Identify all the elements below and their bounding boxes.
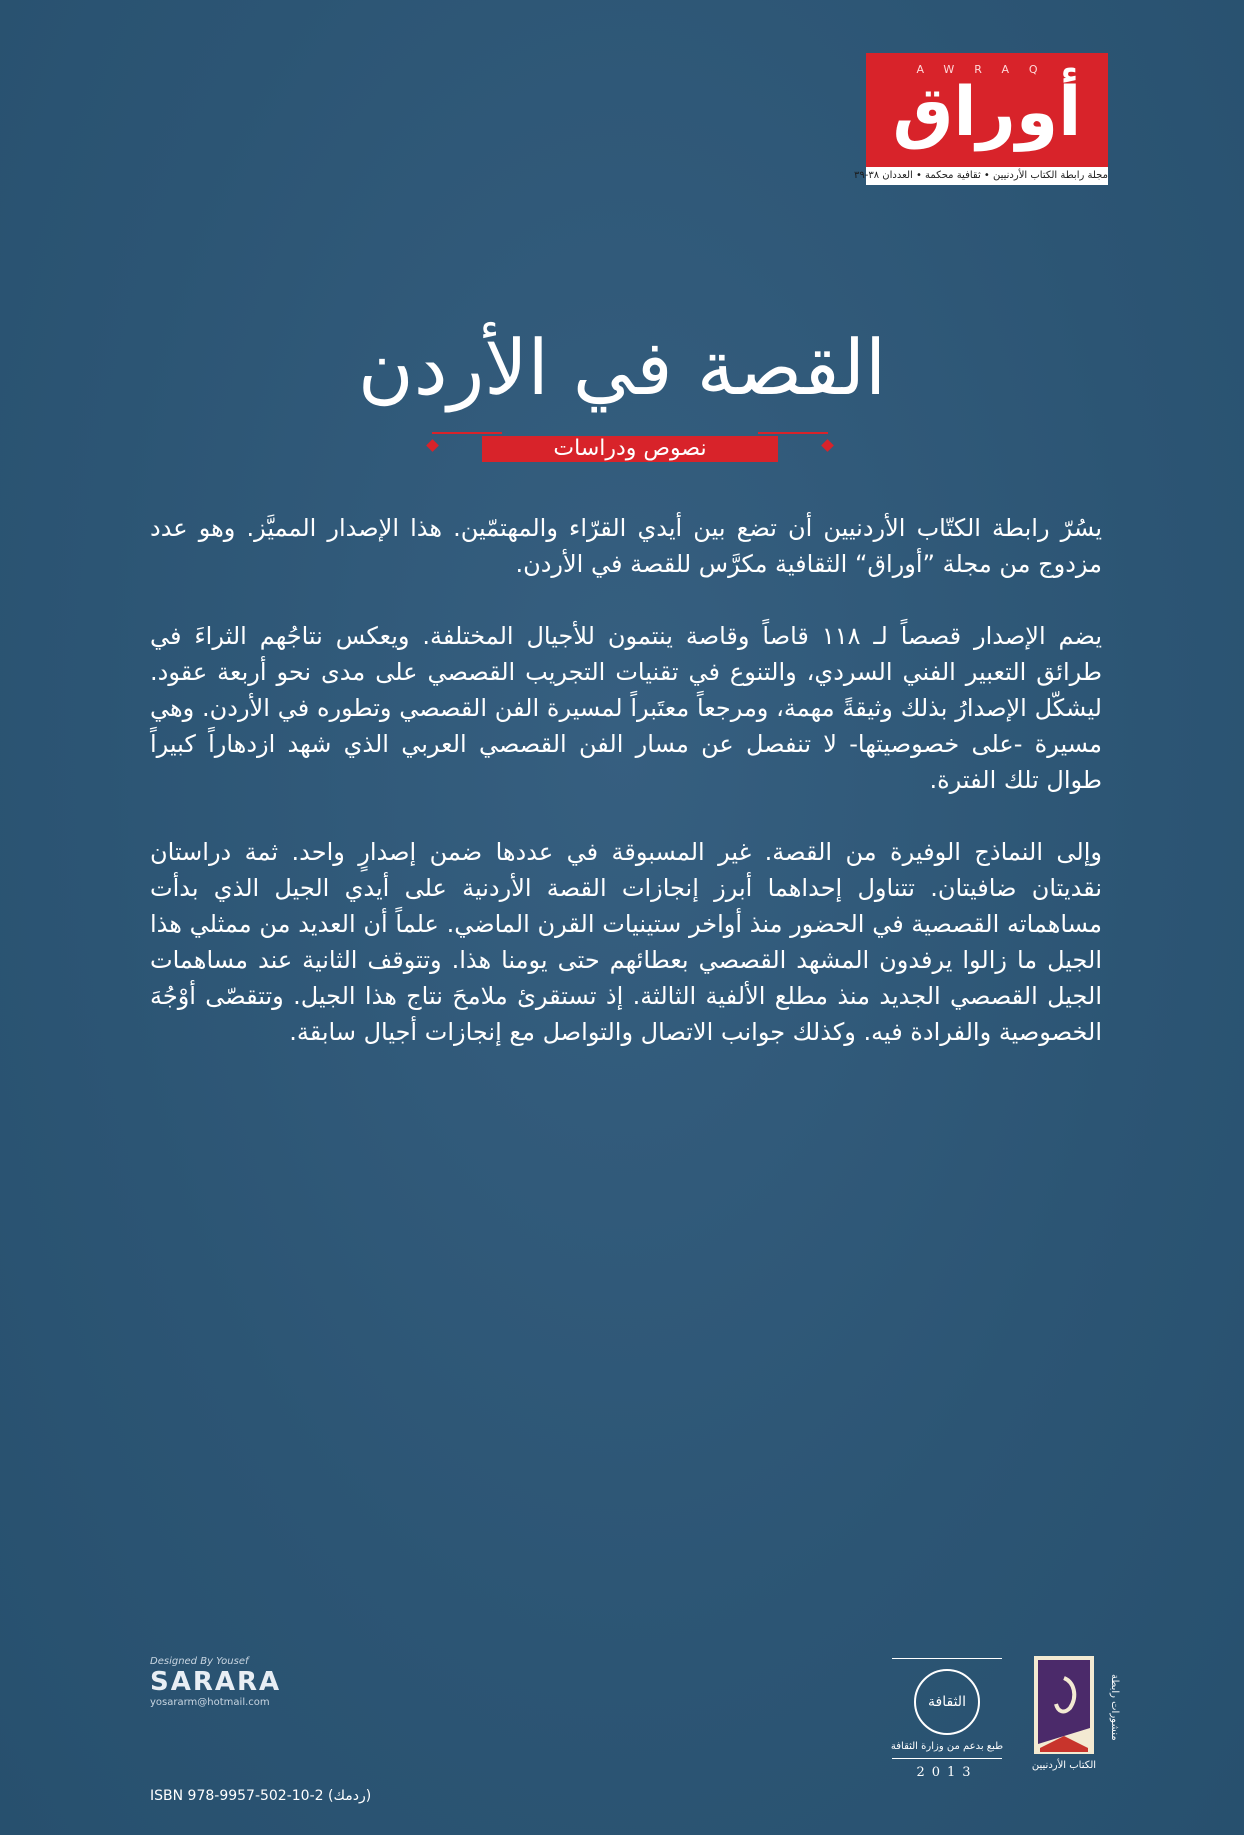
association-caption: الكتاب الأردنيين xyxy=(1031,1760,1097,1771)
association-vertical-caption: منشورات رابطة xyxy=(1109,1674,1120,1741)
ministry-seal-text: الثقافة xyxy=(928,1694,966,1710)
awraq-logo xyxy=(854,53,1108,185)
designer-credit-line: Designed By Yousef xyxy=(150,1656,249,1667)
publication-year: 2013 xyxy=(916,1765,978,1780)
blurb-paragraph-1: يسُرّ رابطة الكتّاب الأردنيين أن تضع بين أيدي القرّاء والمهتمّين. هذا الإصدار المميَّز. وهو عدد مزدوج من مجلة ”أوراق“ الثقافية مكرَّس للقصة في الأردن. xyxy=(150,514,1102,578)
logo-arabic-text: أوراق xyxy=(892,73,1082,152)
diamond-ornament-left xyxy=(426,439,439,452)
subtitle-rule-left xyxy=(432,432,502,434)
subtitle-label: نصوص ودراسات xyxy=(482,436,778,462)
writers-association-icon xyxy=(1034,1656,1094,1754)
ministry-seal-icon xyxy=(914,1669,980,1735)
designer-brand: SARARA xyxy=(150,1667,282,1697)
logo-tagline: مجلة رابطة الكتاب الأردنيين • ثقافية محكمة • العددان ٣٨-٣٩ xyxy=(866,167,1108,185)
ministry-bottom-rule xyxy=(892,1758,1002,1759)
ministry-of-culture-logo xyxy=(888,1658,1006,1780)
writers-association-logo xyxy=(1028,1656,1120,1781)
diamond-ornament-right xyxy=(821,439,834,452)
isbn-number: ISBN 978-9957-502-10-2 (ردمك) xyxy=(150,1788,372,1804)
ministry-top-rule xyxy=(892,1658,1002,1659)
book-title: القصة في الأردن xyxy=(357,323,887,412)
ministry-caption: طبع بدعم من وزارة الثقافة xyxy=(890,1741,1004,1752)
designer-email: yosararm@hotmail.com xyxy=(150,1697,270,1708)
subtitle-banner xyxy=(420,432,840,462)
logo-latin-text: AWRAQ xyxy=(916,63,1058,76)
blurb-text xyxy=(150,510,1102,1086)
subtitle-rule-right xyxy=(758,432,828,434)
blurb-paragraph-3: وإلى النماذج الوفيرة من القصة. غير المسبوقة في عددها ضمن إصدارٍ واحد. ثمة دراستان نقديتان ضافيتان. تتناول إحداهما أبرز إنجازات القصة الأردنية على أيدي الجيل الذي بدأت مساهماته القصصية في الحضور منذ أواخر ستينيات القرن الماضي. علماً أن العديد من ممثلي هذا الجيل ما زالوا يرفدون المشهد القصصي بعطائهم حتى يومنا هذا. وتتوقف الثانية عند مساهمات الجيل القصصي الجديد منذ مطلع الألفية الثالثة. إذ تستقرئ ملامحَ نتاج هذا الجيل. وتتقصّى أوْجُهَ الخصوصية والفرادة فيه. وكذلك جوانب الاتصال والتواصل مع إنجازات أجيال سابقة. xyxy=(150,838,1102,1046)
designer-credit xyxy=(150,1656,300,1708)
blurb-paragraph-2: يضم الإصدار قصصاً لـ ١١٨ قاصاً وقاصة ينتمون للأجيال المختلفة. ويعكس نتاجُهم الثراءَ في طرائق التعبير الفني السردي، والتنوع في تقنيات التجريب القصصي على مدى نحو أربعة عقود. ليشكّل الإصدارُ بذلك وثيقةً مهمة، ومرجعاً معتَبراً لمسيرة الفن القصصي وتطوره في الأردن. وهي مسيرة -على خصوصيتها- لا تنفصل عن مسار الفن القصصي العربي الذي شهد ازدهاراً كبيراً طوال تلك الفترة. xyxy=(150,622,1103,794)
